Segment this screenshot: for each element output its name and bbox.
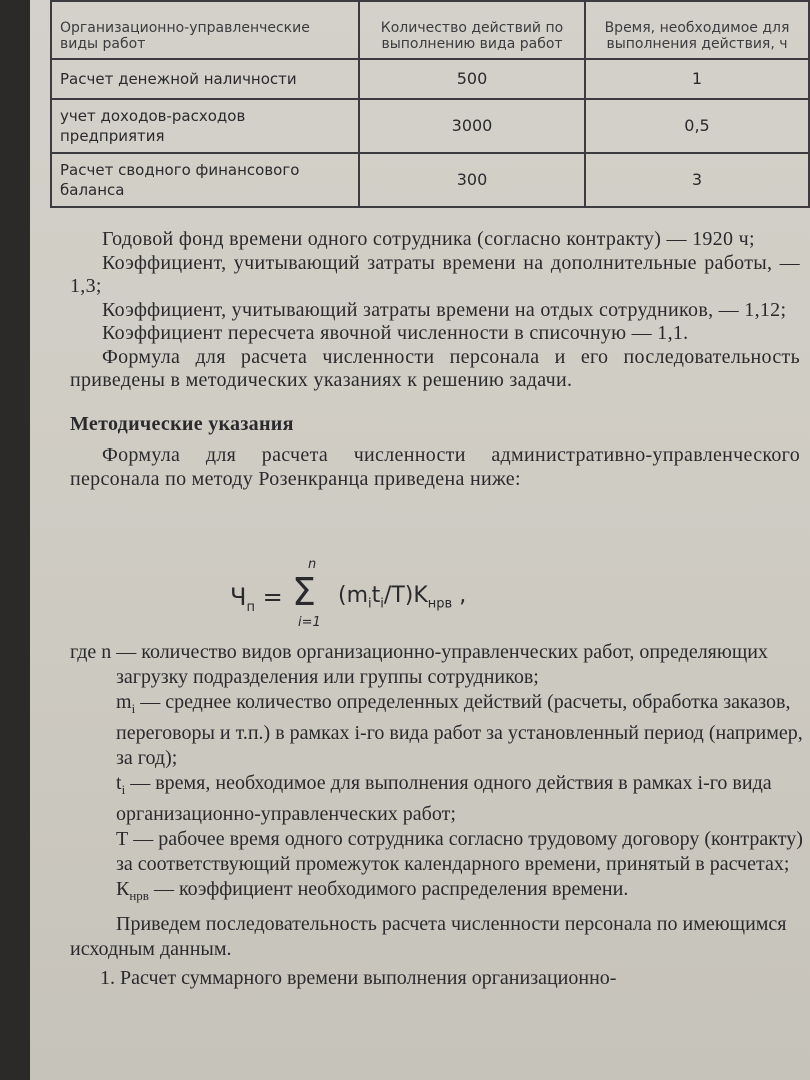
rosenkranz-formula xyxy=(230,557,530,635)
parameters-text xyxy=(70,228,800,491)
section-heading: Методические указания xyxy=(70,412,294,435)
row-time: 3 xyxy=(585,153,809,207)
sum-lower-limit: i=1 xyxy=(298,615,321,630)
paragraph-annual-fund: Годовой фонд времени одного сотрудника (согласно контракту) — 1920 ч; xyxy=(102,228,755,250)
work-types-table xyxy=(50,0,810,208)
table-row xyxy=(51,153,809,207)
sum-upper-limit: n xyxy=(308,557,317,572)
header-work-type: Организационно-управленческие виды работ xyxy=(51,1,359,59)
definition-t: $t_i$ — время, необходимое для выполнения одного действия в рамках i-го вида организационно-управленческих работ; xyxy=(116,772,772,825)
definitions-list xyxy=(70,640,810,991)
row-count: 500 xyxy=(359,59,585,99)
row-time: 1 xyxy=(585,59,809,99)
paragraph-extra-work-coefficient: Коэффициент, учитывающий затраты времени на дополнительные работы, — 1,3; xyxy=(70,251,800,297)
row-name: Расчет денежной наличности xyxy=(51,59,359,99)
row-count: 300 xyxy=(359,153,585,207)
table-header-row xyxy=(51,1,809,59)
formula-lhs: $Ч_п$ = xyxy=(230,583,283,615)
definition-K: $К_{нрв}$ — коэффициент необходимого распределения времени. xyxy=(116,878,629,903)
paragraph-rest-coefficient: Коэффициент, учитывающий затраты времени на отдых сотрудников, — 1,12; xyxy=(102,298,787,321)
formula-expression: $(m_it_i/T)K_{нрв}$ , xyxy=(338,583,467,612)
paragraph-formula-reference: Формула для расчета численности персонала и его последовательность приведены в методических указаниях к решению задачи. xyxy=(70,345,800,391)
sigma-icon: Σ xyxy=(292,570,317,614)
row-name: учет доходов-расходов предприятия xyxy=(51,99,359,153)
paragraph-closing: Приведем последовательность расчета численности персонала по имеющимся исходным данным. xyxy=(70,913,787,960)
definition-n: где n — количество видов организационно-управленческих работ, определяющих загрузку подразделения или группы сотрудников; xyxy=(70,641,768,688)
header-actions-count: Количество действий по выполнению вида работ xyxy=(359,1,585,59)
row-time: 0,5 xyxy=(585,99,809,153)
paragraph-intro: Формула для расчета численности административно-управленческого персонала по методу Розенкранца приведена ниже: xyxy=(70,444,800,490)
definition-T: Т — рабочее время одного сотрудника согласно трудовому договору (контракту) за соответствующий промежуток календарного времени, принятый в расчетах; xyxy=(116,828,803,875)
definition-m: $m_i$ — среднее количество определенных действий (расчеты, обработка заказов, переговоры и т.п.) в рамках i-го вида работ за установленный период (например, за год); xyxy=(116,691,803,769)
book-page xyxy=(30,0,810,1080)
paragraph-headcount-coefficient: Коэффициент пересчета явочной численности в списочную — 1,1. xyxy=(102,322,689,344)
step-1: 1. Расчет суммарного времени выполнения организационно- xyxy=(100,967,617,989)
row-name: Расчет сводного финансового баланса xyxy=(51,153,359,207)
row-count: 3000 xyxy=(359,99,585,153)
header-time-per-action: Время, необходимое для выполнения действия, ч xyxy=(585,1,809,59)
table-row xyxy=(51,59,809,99)
table-row xyxy=(51,99,809,153)
